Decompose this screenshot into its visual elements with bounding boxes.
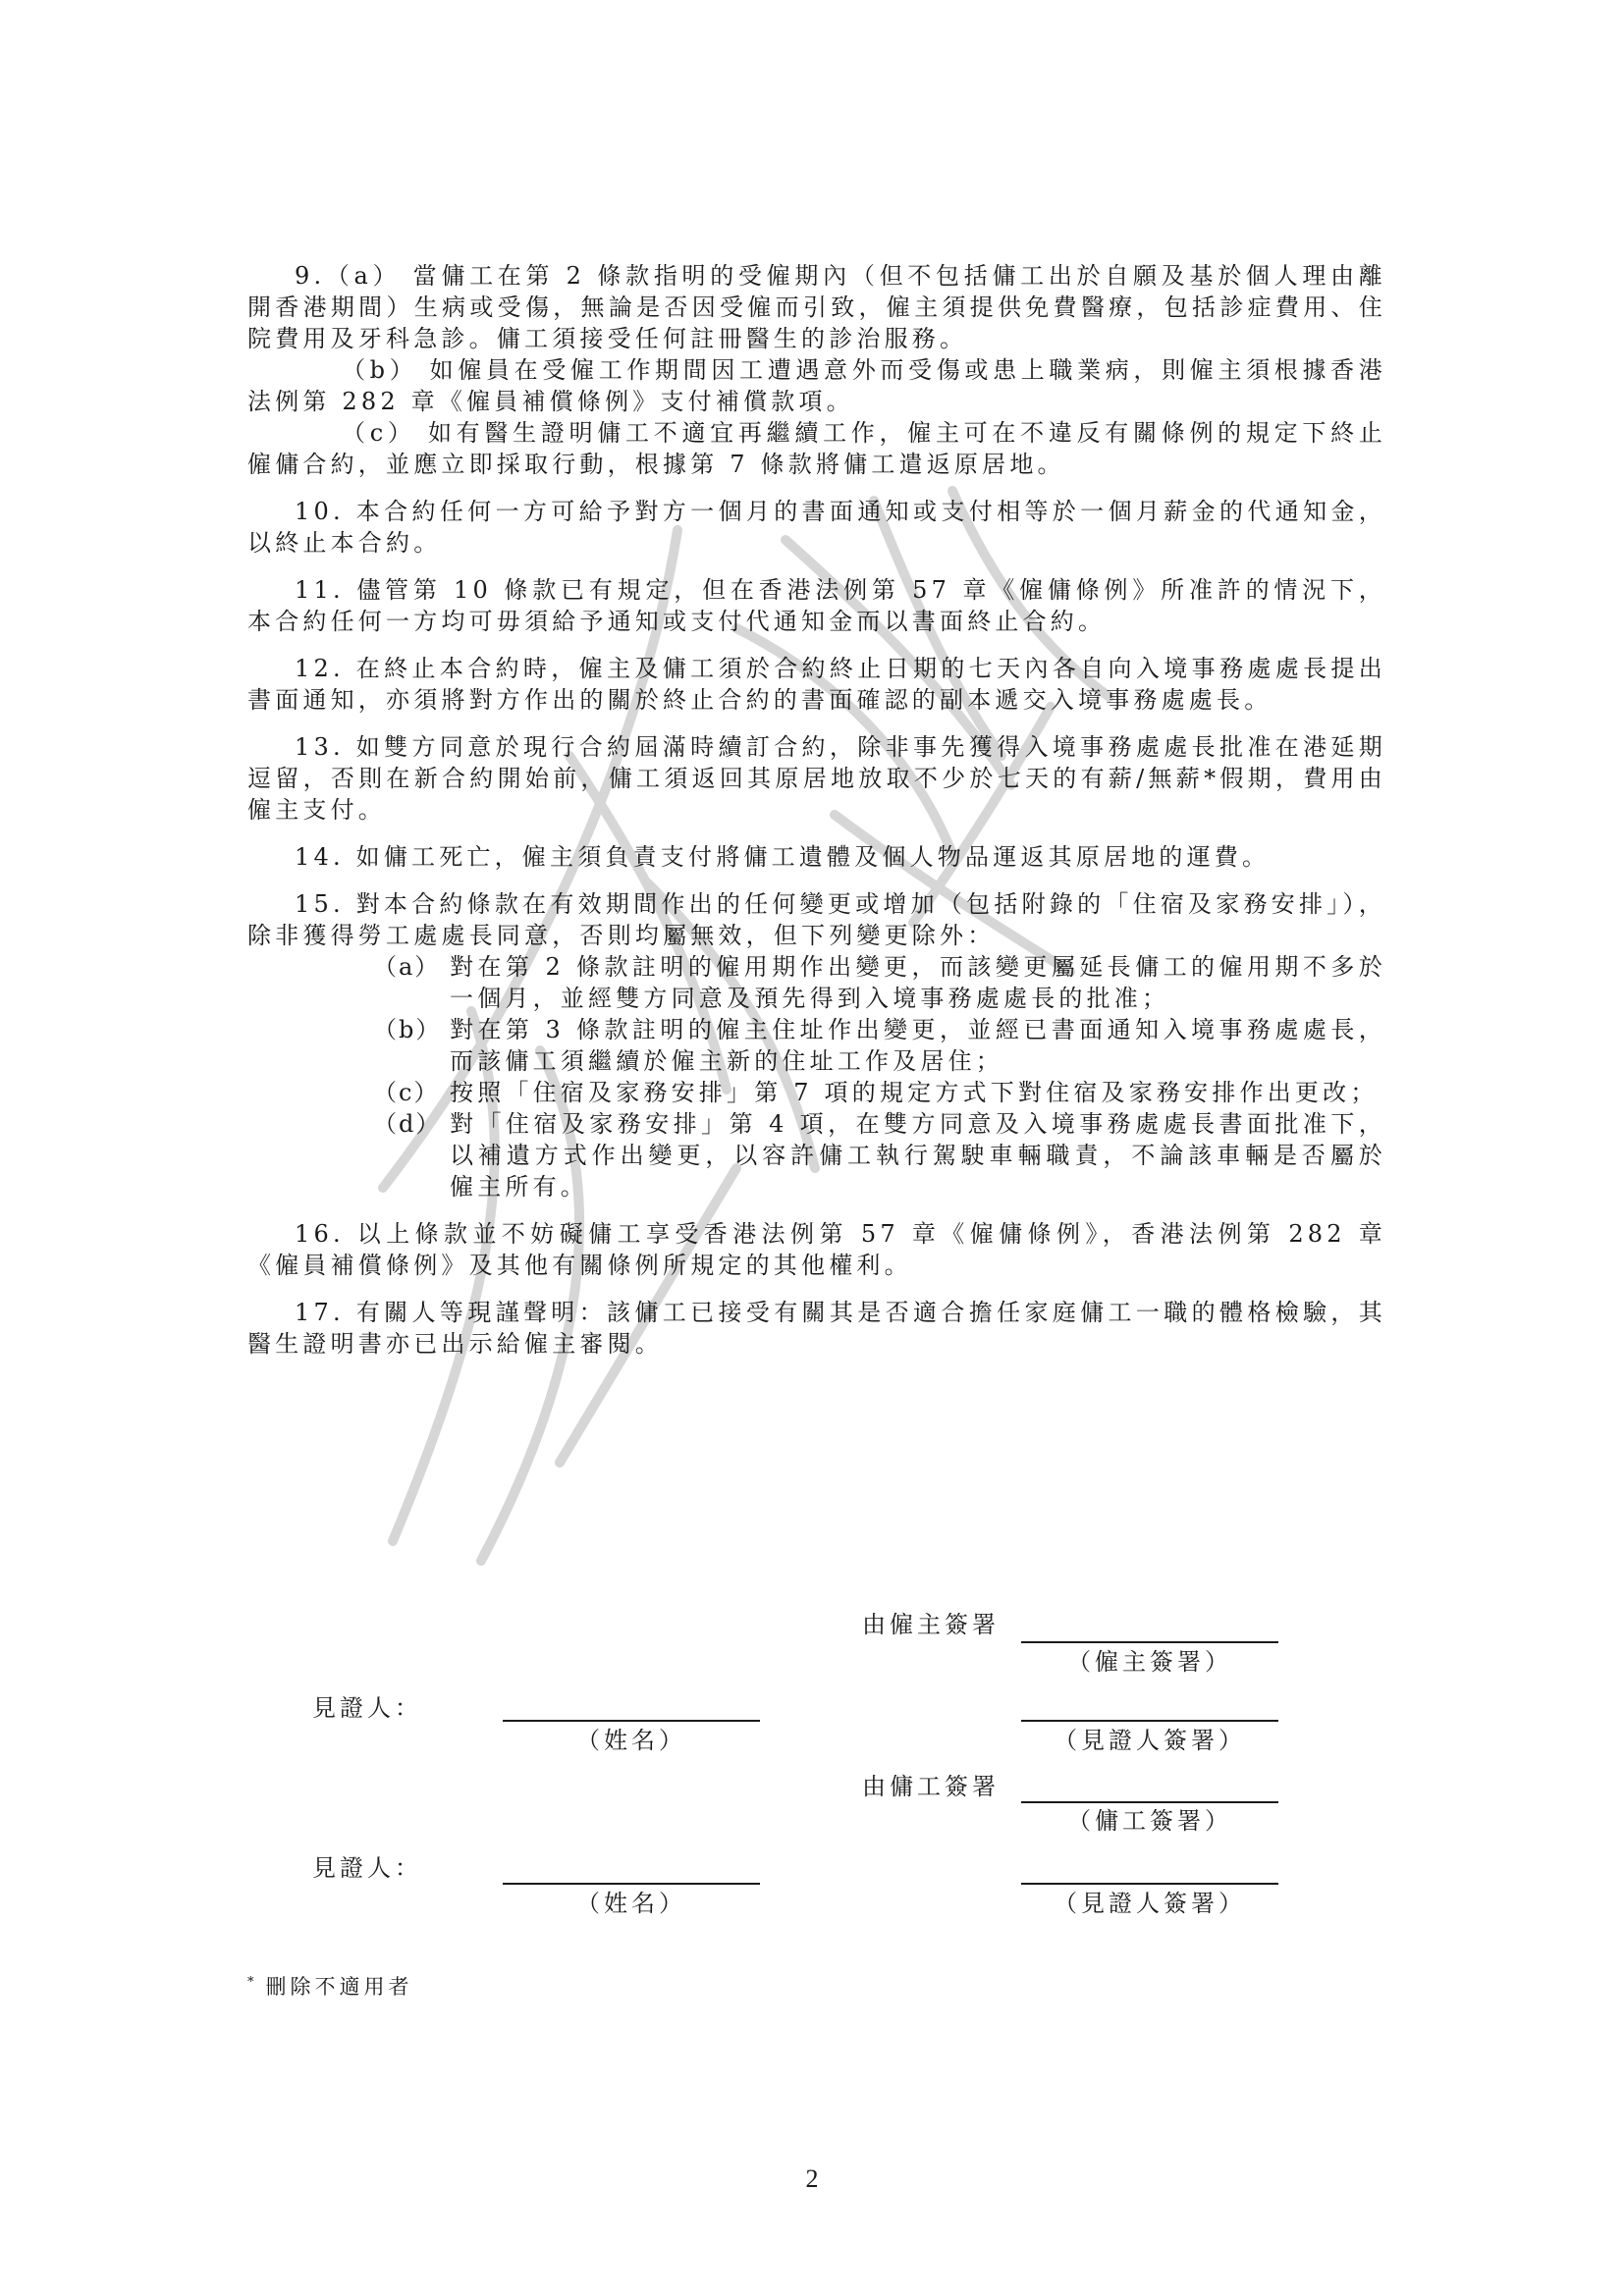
clause-9c: （c） 如有醫生證明傭工不適宜再繼續工作，僱主可在不違反有關條例的規定下終止僱傭合約，並應立即採取行動，根據第 7 條款將傭工遣返原居地。	[247, 419, 1386, 478]
clause-9a: 9.（a） 當傭工在第 2 條款指明的受僱期內（但不包括傭工出於自願及基於個人理由離開香港期間）生病或受傷，無論是否因受僱而引致，僱主須提供免費醫療，包括診症費用、住院費用及牙科急診。傭工須接受任何註冊醫生的診治服務。	[247, 262, 1386, 352]
witness-signature-line-2[interactable]	[1021, 1883, 1278, 1885]
list-item	[373, 1108, 1386, 1202]
employer-signed-by-label: 由僱主簽署	[862, 1611, 1000, 1638]
clause-16: 16. 以上條款並不妨礙傭工享受香港法例第 57 章《僱傭條例》，香港法例第 282 章《僱員補償條例》及其他有關條例所規定的其他權利。	[247, 1220, 1386, 1279]
employer-signature-line[interactable]	[1021, 1641, 1278, 1643]
witness-name-line-1[interactable]	[503, 1720, 760, 1722]
page-number: 2	[805, 2164, 819, 2193]
item-marker: （a）	[373, 953, 441, 981]
item-marker: （d）	[373, 1110, 442, 1138]
clause-12: 12. 在終止本合約時，僱主及傭工須於合約終止日期的七天內各自向入境事務處處長提出書面通知，亦須將對方作出的關於終止合約的書面確認的副本遞交入境事務處處長。	[247, 655, 1386, 714]
clause-14: 14. 如傭工死亡，僱主須負責支付將傭工遺體及個人物品運返其原居地的運費。	[295, 843, 1271, 871]
witness-signature-caption-2: （見證人簽署）	[1054, 1890, 1246, 1917]
item-marker: （b）	[373, 1016, 442, 1043]
footnote-mark: *	[247, 1975, 258, 1990]
list-item	[373, 951, 1386, 1014]
item-text: 對在第 2 條款註明的僱用期作出變更，而該變更屬延長傭工的僱用期不多於一個月，並經雙方同意及預先得到入境事務處處長的批准；	[450, 953, 1386, 1012]
item-marker: （c）	[373, 1079, 440, 1106]
helper-signature-line[interactable]	[1021, 1801, 1278, 1803]
contract-clauses	[247, 260, 1386, 1375]
employer-signature-caption: （僱主簽署）	[1067, 1648, 1232, 1676]
clause-15-exceptions	[247, 951, 1386, 1202]
clause-17: 17. 有關人等現謹聲明：該傭工已接受有關其是否適合擔任家庭傭工一職的體格檢驗，其醫生證明書亦已出示給僱主審閱。	[247, 1299, 1386, 1358]
witness-signature-line-1[interactable]	[1021, 1720, 1278, 1722]
footnote-text: 刪除不適用者	[265, 1975, 413, 1999]
witness-name-caption-2: （姓名）	[576, 1890, 686, 1917]
clause-11: 11. 儘管第 10 條款已有規定，但在香港法例第 57 章《僱傭條例》所准許的情況下，本合約任何一方均可毋須給予通知或支付代通知金而以書面終止合約。	[247, 576, 1386, 635]
clause-15: 15. 對本合約條款在有效期間作出的任何變更或增加（包括附錄的「住宿及家務安排」），除非獲得勞工處處長同意，否則均屬無效，但下列變更除外：	[247, 890, 1386, 949]
helper-signed-by-label: 由傭工簽署	[862, 1773, 1000, 1800]
witness-label-2: 見證人：	[312, 1854, 422, 1882]
footnote	[247, 1971, 413, 2001]
witness-name-caption-1: （姓名）	[576, 1727, 686, 1754]
witness-name-line-2[interactable]	[503, 1883, 760, 1885]
clause-10: 10. 本合約任何一方可給予對方一個月的書面通知或支付相等於一個月薪金的代通知金，以終止本合約。	[247, 498, 1386, 557]
list-item	[373, 1077, 1386, 1108]
item-text: 對在第 3 條款註明的僱主住址作出變更，並經已書面通知入境事務處處長，而該傭工須繼續於僱主新的住址工作及居住；	[450, 1016, 1386, 1075]
item-text: 按照「住宿及家務安排」第 7 項的規定方式下對住宿及家務安排作出更改；	[450, 1079, 1379, 1106]
clause-9b: （b） 如僱員在受僱工作期間因工遭遇意外而受傷或患上職業病，則僱主須根據香港法例第 282 章《僱員補償條例》支付補償款項。	[247, 356, 1386, 415]
witness-label-1: 見證人：	[312, 1694, 422, 1722]
item-text: 對「住宿及家務安排」第 4 項，在雙方同意及入境事務處處長書面批准下，以補遺方式作出變更，以容許傭工執行駕駛車輛職責，不論該車輛是否屬於僱主所有。	[450, 1110, 1386, 1201]
clause-13: 13. 如雙方同意於現行合約屆滿時續訂合約，除非事先獲得入境事務處處長批准在港延期逗留，否則在新合約開始前，傭工須返回其原居地放取不少於七天的有薪/無薪*假期，費用由僱主支付。	[247, 733, 1386, 824]
witness-signature-caption-1: （見證人簽署）	[1054, 1727, 1246, 1754]
helper-signature-caption: （傭工簽署）	[1067, 1807, 1232, 1835]
list-item	[373, 1014, 1386, 1077]
